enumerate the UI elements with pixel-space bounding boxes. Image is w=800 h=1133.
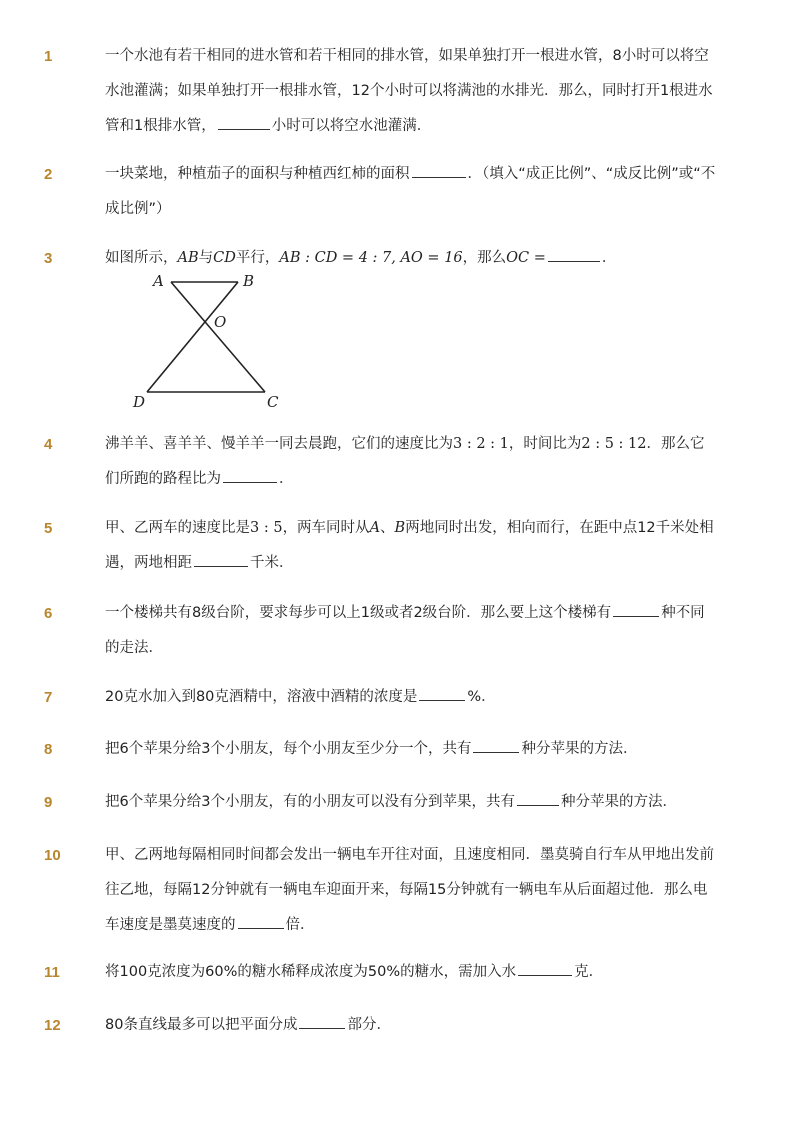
question-text: 一个楼梯共有8级台阶，要求每步可以上1级或者2级台阶．那么要上这个楼梯有 种不同的走法．: [105, 605, 705, 656]
answer-blank[interactable]: [518, 974, 572, 976]
question-number: 2: [44, 166, 53, 183]
question-number: 1: [44, 48, 53, 65]
question-text: 一块菜地，种植茄子的面积与种植西红柿的面积 ．（填入“成正比例”、“成反比例”或“不成比例”）: [105, 166, 716, 217]
parallel-lines-figure: [125, 268, 295, 418]
answer-blank[interactable]: [194, 565, 248, 567]
answer-blank[interactable]: [473, 751, 519, 753]
question-text: 将100克浓度为60%的糖水稀释成浓度为50%的糖水，需加入水 克．: [105, 964, 604, 980]
question-text: 20克水加入到80克酒精中，溶液中酒精的浓度是 %．: [105, 689, 496, 705]
question-text: 80条直线最多可以把平面分成 部分．: [105, 1017, 391, 1033]
answer-blank[interactable]: [613, 615, 659, 617]
question-text: 把6个苹果分给3个小朋友，有的小朋友可以没有分到苹果，共有 种分苹果的方法．: [105, 794, 677, 810]
segment-bd: [147, 282, 238, 392]
question-number: 10: [44, 847, 61, 864]
answer-blank[interactable]: [412, 176, 466, 178]
question-number: 7: [44, 689, 53, 706]
question-text: 把6个苹果分给3个小朋友，每个小朋友至少分一个，共有 种分苹果的方法．: [105, 741, 638, 757]
question-number: 5: [44, 520, 53, 537]
answer-blank[interactable]: [238, 927, 284, 929]
question-text: 甲、乙两车的速度比是3 : 5，两车同时从A、B两地同时出发，相向而行，在距中点12千米处相遇，两地相距 千米．: [105, 520, 714, 571]
segment-ac: [171, 282, 265, 392]
label-b: B: [243, 272, 255, 290]
label-d: D: [133, 393, 146, 411]
question-text: 如图所示，AB与CD平行，AB : CD = 4 : 7, AO = 16，那么OC = ．: [105, 250, 617, 266]
question-number: 12: [44, 1017, 61, 1034]
label-c: C: [267, 393, 279, 411]
math-ratio: AB : CD = 4 : 7, AO = 16: [279, 250, 463, 266]
label-o: O: [214, 313, 227, 331]
question-number: 8: [44, 741, 53, 758]
answer-blank[interactable]: [299, 1027, 345, 1029]
answer-blank[interactable]: [223, 481, 277, 483]
math-oc: OC =: [506, 250, 546, 266]
question-text: 一个水池有若干相同的进水管和若干相同的排水管，如果单独打开一根进水管，8小时可以将空水池灌满；如果单独打开一根排水管，12个小时可以将满池的水排光．那么，同时打开1根进水管和1根排水管， 小时可以将空水池灌满．: [105, 48, 713, 134]
answer-blank[interactable]: [419, 699, 465, 701]
answer-blank[interactable]: [218, 128, 270, 130]
question-number: 4: [44, 436, 53, 453]
label-a: A: [153, 272, 164, 290]
question-number: 9: [44, 794, 53, 811]
question-number: 3: [44, 250, 53, 267]
question-number: 11: [44, 964, 60, 981]
question-number: 6: [44, 605, 53, 622]
question-text: 甲、乙两地每隔相同时间都会发出一辆电车开往对面，且速度相同．墨莫骑自行车从甲地出发前往乙地，每隔12分钟就有一辆电车迎面开来，每隔15分钟就有一辆电车从后面超过他．那么电车速度是墨莫速度的 倍．: [105, 847, 714, 933]
question-text: 沸羊羊、喜羊羊、慢羊羊一同去晨跑，它们的速度比为3 : 2 : 1，时间比为2 : 5 : 12．那么它们所跑的路程比为 ．: [105, 436, 705, 487]
answer-blank[interactable]: [517, 804, 559, 806]
answer-blank[interactable]: [548, 260, 600, 262]
